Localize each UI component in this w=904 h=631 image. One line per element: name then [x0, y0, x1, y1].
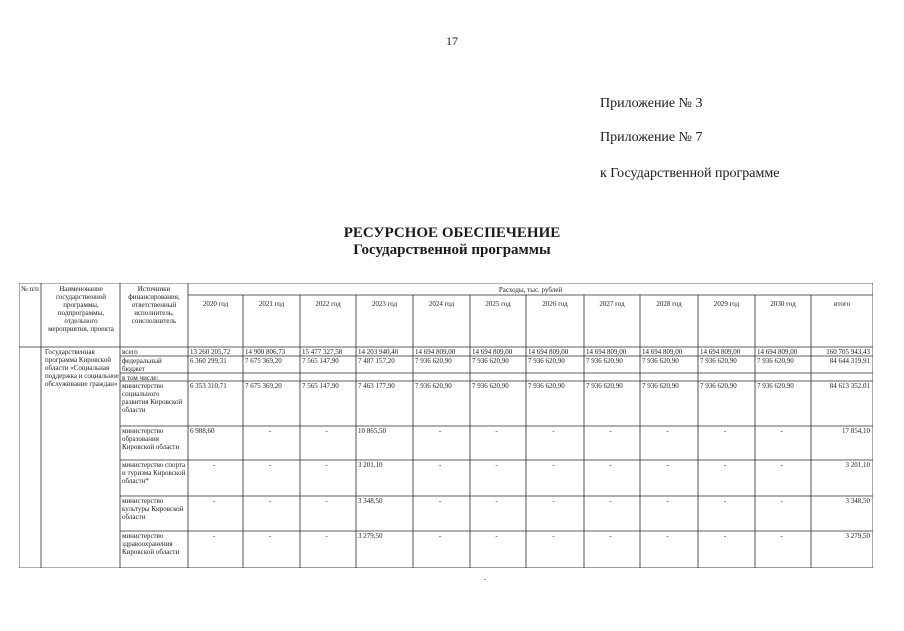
value-cell: 14 694 809,00: [528, 348, 569, 356]
document-title: РЕСУРСНОЕ ОБЕСПЕЧЕНИЕ: [343, 225, 561, 241]
value-cell: 7 936 620,90: [415, 357, 452, 365]
value-cell: -: [268, 461, 272, 469]
value-cell: -: [609, 427, 612, 435]
value-cell: 14 694 809,00: [415, 348, 456, 356]
value-cell: -: [666, 427, 669, 435]
value-cell: 84 644 319,91: [829, 357, 870, 365]
value-cell: 14 694 809,00: [642, 348, 683, 356]
value-cell: 7 936 620,90: [586, 382, 623, 390]
value-cell: -: [268, 427, 272, 435]
header-num: № п/п: [21, 285, 39, 293]
header-year: 2029 год: [713, 300, 740, 308]
value-cell: 14 694 809,00: [700, 348, 741, 356]
table-grid-lines: [19, 283, 873, 568]
value-cell: 15 477 327,58: [302, 348, 343, 356]
value-cell: 7 565 147,90: [302, 357, 339, 365]
appendix-line-3: к Государственной программе: [600, 166, 780, 181]
value-cell: -: [609, 497, 612, 505]
value-cell: -: [666, 497, 669, 505]
value-cell: 14 900 806,73: [245, 348, 286, 356]
value-cell: 7 936 620,90: [472, 382, 509, 390]
value-cell: -: [325, 461, 328, 469]
value-cell: 7 565 147,90: [302, 382, 339, 390]
value-cell: -: [609, 532, 612, 540]
value-cell: -: [212, 461, 216, 469]
value-cell: 13 260 205,72: [190, 348, 231, 356]
value-cell: -: [438, 532, 442, 540]
header-year: 2023 год: [371, 300, 398, 308]
value-cell: 7 936 620,90: [528, 382, 565, 390]
header-year: 2026 год: [542, 300, 568, 308]
header-year: 2025 год: [485, 300, 511, 308]
value-cell: -: [723, 497, 727, 505]
source-label: министерство социального развития Кировской области: [122, 382, 183, 414]
value-cell: -: [438, 497, 442, 505]
value-cell: -: [780, 497, 783, 505]
value-cell: 6 360 299,31: [190, 357, 227, 365]
value-cell: 14 694 809,00: [472, 348, 513, 356]
value-cell: 7 675 369,20: [245, 382, 282, 390]
value-cell: 3 279,50: [358, 532, 383, 540]
value-cell: 7 936 620,90: [415, 382, 452, 390]
value-cell: 6 353 310,71: [190, 382, 227, 390]
value-cell: -: [438, 427, 442, 435]
value-cell: -: [666, 532, 669, 540]
source-label: федеральный бюджет: [122, 357, 162, 373]
value-cell: 7 487 157,20: [358, 357, 395, 365]
value-cell: -: [780, 532, 783, 540]
value-cell: -: [495, 461, 498, 469]
header-year: 2028 год: [656, 300, 682, 308]
value-cell: 3 279,50: [845, 532, 870, 540]
value-cell: -: [325, 497, 328, 505]
value-cell: -: [268, 532, 272, 540]
source-label: министерство здравоохранения Кировской области: [122, 532, 180, 556]
document-subtitle: Государственной программы: [353, 242, 551, 258]
value-cell: 14 694 809,00: [757, 348, 798, 356]
value-cell: 7 936 620,90: [528, 357, 565, 365]
value-cell: -: [495, 497, 498, 505]
value-cell: 3 348,50: [358, 497, 383, 505]
value-cell: -: [723, 461, 727, 469]
value-cell: 7 936 620,90: [700, 357, 737, 365]
value-cell: 10 865,50: [358, 427, 386, 435]
value-cell: 7 936 620,90: [642, 357, 679, 365]
appendix-line-1: Приложение № 3: [600, 96, 703, 111]
value-cell: -: [495, 427, 498, 435]
resource-table: [19, 283, 873, 568]
value-cell: 7 675 369,20: [245, 357, 282, 365]
scan-speck: [484, 579, 486, 580]
value-cell: 7 936 620,90: [642, 382, 679, 390]
header-expenses: Расходы, тыс. рублей: [498, 286, 563, 294]
value-cell: 7 463 177,90: [358, 382, 395, 390]
value-cell: -: [212, 532, 216, 540]
header-name: Наименование государственной программы, подпрограммы, отдельного мероприятия, проекта: [48, 285, 114, 333]
value-cell: 7 936 620,90: [586, 357, 623, 365]
value-cell: 7 936 620,90: [757, 382, 794, 390]
value-cell: -: [325, 427, 328, 435]
appendix-line-2: Приложение № 7: [600, 130, 703, 145]
value-cell: -: [666, 461, 669, 469]
header-year: 2024 год: [428, 300, 455, 308]
value-cell: 17 854,10: [842, 427, 870, 435]
value-cell: 7 936 620,90: [757, 357, 794, 365]
header-year: 2020 год: [202, 300, 229, 308]
program-name: Государственная программа Кировской области «Социальная поддержка и социальное обслуживание граждан»: [45, 348, 119, 388]
source-label: всего: [122, 348, 138, 356]
source-label: министерство образования Кировской области: [122, 427, 180, 451]
value-cell: -: [723, 532, 727, 540]
value-cell: 7 936 620,90: [700, 382, 737, 390]
value-cell: -: [325, 532, 328, 540]
value-cell: -: [552, 427, 555, 435]
value-cell: 3 201,10: [358, 461, 383, 469]
value-cell: -: [438, 461, 442, 469]
value-cell: 3 201,10: [845, 461, 870, 469]
value-cell: 160 705 943,43: [826, 348, 870, 356]
header-year: 2022 год: [315, 300, 341, 308]
value-cell: -: [495, 532, 498, 540]
value-cell: 6 988,60: [190, 427, 215, 435]
value-cell: -: [212, 497, 216, 505]
value-cell: -: [552, 461, 555, 469]
value-cell: 14 203 940,40: [358, 348, 399, 356]
value-cell: 7 936 620,90: [472, 357, 509, 365]
header-year: 2027 год: [599, 300, 625, 308]
value-cell: 3 348,50: [845, 497, 870, 505]
source-label: министерство культуры Кировской области: [122, 497, 184, 521]
source-label: в том числе:: [122, 374, 159, 382]
header-year: 2030 год: [770, 300, 796, 308]
value-cell: 14 694 809,00: [586, 348, 627, 356]
header-year: итого: [833, 300, 851, 308]
value-cell: -: [552, 532, 555, 540]
header-year: 2021 год: [258, 300, 285, 308]
value-cell: -: [723, 427, 727, 435]
value-cell: -: [268, 497, 272, 505]
value-cell: 84 613 352,01: [829, 382, 870, 390]
value-cell: -: [552, 497, 555, 505]
value-cell: -: [780, 461, 783, 469]
source-label: министерство спорта и туризма Кировской области*: [122, 461, 186, 485]
header-source: Источники финансирования, ответственный исполнитель, соисполнитель: [128, 285, 180, 325]
value-cell: -: [780, 427, 783, 435]
value-cell: -: [609, 461, 612, 469]
page-number: 17: [446, 34, 458, 48]
